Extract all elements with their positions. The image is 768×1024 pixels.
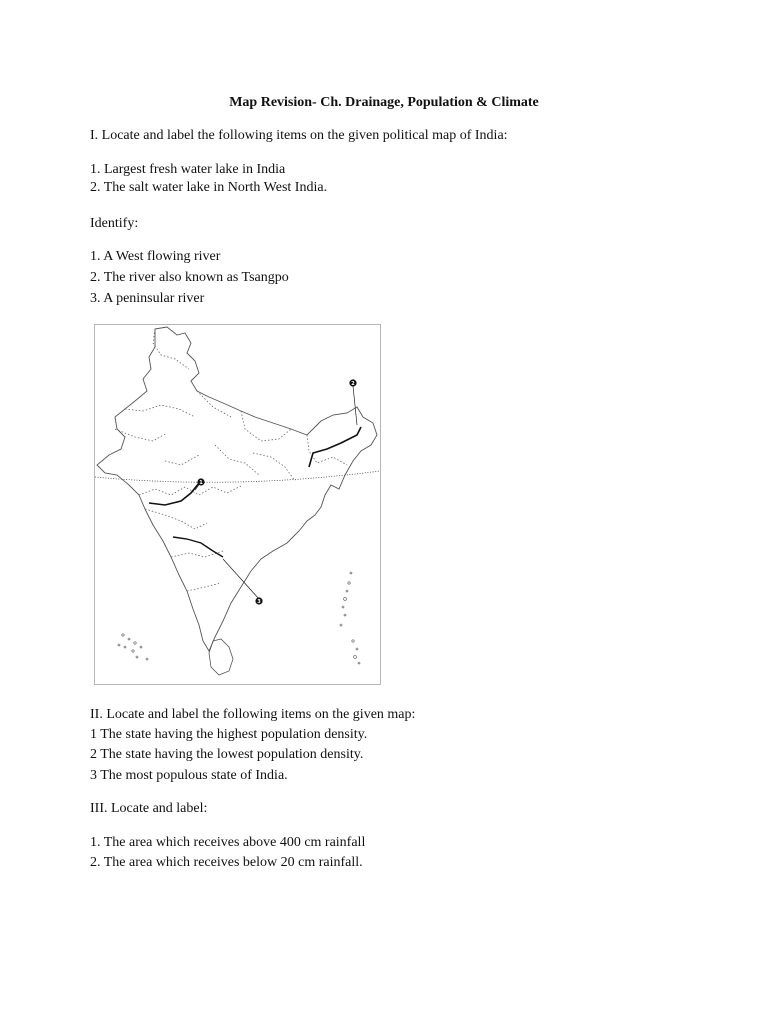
dotted-boundary — [115, 329, 347, 591]
section-2-item-2: 2 The state having the lowest population density. — [90, 747, 364, 762]
marker-2-label: 2 — [351, 381, 355, 388]
section-3-heading: III. Locate and label: — [90, 801, 208, 816]
section-1-item-2: 2. The salt water lake in North West India. — [90, 180, 328, 195]
identify-item-3: 3. A peninsular river — [90, 291, 205, 306]
section-3-item-1: 1. The area which receives above 400 cm rainfall — [90, 835, 366, 850]
marker-1 — [197, 478, 204, 486]
identify-item-1: 1. A West flowing river — [90, 249, 221, 264]
section-2-item-3: 3 The most populous state of India. — [90, 768, 288, 783]
river-peninsular — [173, 537, 223, 557]
lakshadweep-islands — [118, 634, 148, 660]
marker-3-label: 3 — [257, 599, 261, 606]
identify-heading: Identify: — [90, 216, 139, 231]
tropic-of-cancer-line — [95, 471, 380, 482]
india-outline — [97, 327, 377, 651]
section-2-heading: II. Locate and label the following items on the given map: — [90, 707, 416, 722]
andaman-nicobar-islands — [340, 572, 360, 664]
section-1-item-1: 1. Largest fresh water lake in India — [90, 162, 286, 177]
marker-3 — [255, 597, 262, 605]
marker-3-leader — [223, 559, 259, 599]
section-2-item-1: 1 The state having the highest population density. — [90, 727, 368, 742]
identify-item-2: 2. The river also known as Tsangpo — [90, 270, 289, 285]
marker-2 — [349, 379, 356, 387]
section-1-heading: I. Locate and label the following items on the given political map of India: — [90, 128, 508, 143]
river-west-flowing — [149, 483, 199, 505]
section-3-item-2: 2. The area which receives below 20 cm rainfall. — [90, 855, 363, 870]
sri-lanka-outline — [209, 639, 233, 675]
marker-1-label: 1 — [199, 480, 203, 487]
india-political-map — [94, 324, 381, 685]
india-map-drawing — [95, 325, 380, 684]
marker-2-leader — [353, 386, 357, 425]
page-title: Map Revision- Ch. Drainage, Population & Climate — [229, 95, 539, 110]
